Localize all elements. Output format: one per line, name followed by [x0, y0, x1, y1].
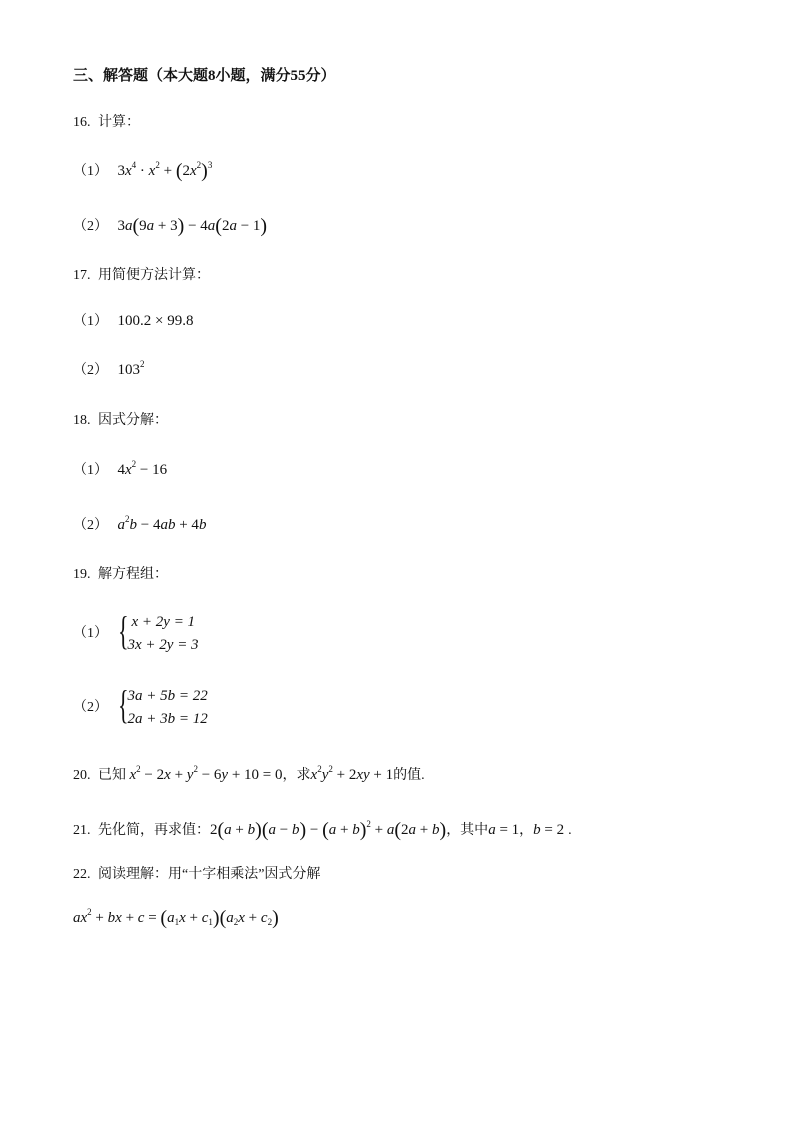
question-number: 17.: [73, 268, 91, 283]
math-expression: $x^2 - 2x + y^2 - 6y + 10 = 0$: [129, 764, 283, 783]
equation-system: [117, 608, 199, 657]
part-label: （1）: [73, 626, 108, 641]
question-18-part-1: [73, 460, 167, 481]
question-text: 用简便方法计算：: [98, 268, 210, 283]
question-text: 的值.: [393, 768, 425, 783]
brace-icon: {: [117, 682, 129, 727]
part-label: （1）: [73, 463, 108, 478]
question-number: 19.: [73, 567, 91, 582]
part-label: （2）: [73, 363, 108, 378]
part-label: （1）: [73, 314, 108, 329]
question-17: [73, 266, 210, 286]
question-number: 16.: [73, 115, 91, 130]
question-text: 先化简，再求值：: [98, 823, 210, 838]
question-19: [73, 565, 168, 585]
section-title: 三、解答题（本大题8小题，满分55分）: [73, 68, 336, 84]
brace-icon: {: [117, 608, 129, 653]
equation: 3x + 2y = 3: [127, 637, 199, 653]
math-expression: [117, 359, 145, 378]
question-16-part-1: [73, 161, 212, 182]
part-label: （2）: [73, 518, 108, 533]
part-label: （2）: [73, 700, 108, 715]
question-22: [73, 865, 320, 885]
power-base: 103: [117, 362, 140, 378]
question-17-part-2: [73, 360, 145, 381]
question-21: [73, 820, 572, 841]
question-text: ，求: [282, 768, 311, 783]
math-expression: $2(a + b)(a - b) - (a + b)^2 + a(2a + b)$: [210, 819, 447, 841]
question-text: .: [568, 823, 572, 838]
math-expression: $4x^2 - 16$: [117, 459, 168, 478]
question-number: 21.: [73, 823, 91, 838]
question-16-part-2: [73, 216, 267, 237]
equation-system: [117, 682, 208, 731]
question-text: 阅读理解：用“十字相乘法”因式分解: [98, 867, 321, 882]
math-expression: 3a(9a + 3) − 4a(2a − 1): [117, 215, 268, 237]
equation: 3a + 5b = 22: [127, 688, 208, 704]
question-18-part-2: [73, 515, 206, 536]
question-17-part-1: [73, 311, 193, 332]
question-16: [73, 113, 140, 133]
question-19-part-2: [73, 682, 208, 731]
part-label: （1）: [73, 164, 108, 179]
question-text: 计算：: [98, 115, 140, 130]
question-text: 解方程组：: [98, 567, 168, 582]
question-18: [73, 411, 168, 431]
math-expression: 100.2 × 99.8: [117, 313, 194, 329]
part-label: （2）: [73, 219, 108, 234]
question-number: 20.: [73, 768, 91, 783]
equation: 2a + 3b = 12: [127, 711, 208, 727]
math-expression: b = 2: [533, 822, 565, 838]
question-19-part-1: [73, 608, 199, 657]
power-exponent: 2: [140, 359, 145, 369]
question-number: 22.: [73, 867, 91, 882]
math-expression: $ax^2$ + bx + $c = (a_1x + c_1)(a_2x + c_2)$: [73, 907, 279, 929]
math-expression: a = 1: [488, 822, 520, 838]
question-text: ，其中: [446, 823, 489, 838]
math-expression: $3x^4 \cdot x^2 + (2x^2)^3$: [117, 160, 213, 182]
question-text: 因式分解：: [98, 413, 168, 428]
math-expression: $x^2y^2 + 2xy + 1$: [310, 764, 394, 783]
question-text: ，: [519, 823, 534, 838]
question-text: 已知: [98, 768, 126, 783]
math-expression: $a^2b - 4ab + 4b$: [117, 514, 207, 533]
question-20: [73, 765, 425, 786]
equation: x + 2y = 1: [131, 614, 196, 630]
formula-cross-multiplication: [73, 908, 279, 929]
question-number: 18.: [73, 413, 91, 428]
